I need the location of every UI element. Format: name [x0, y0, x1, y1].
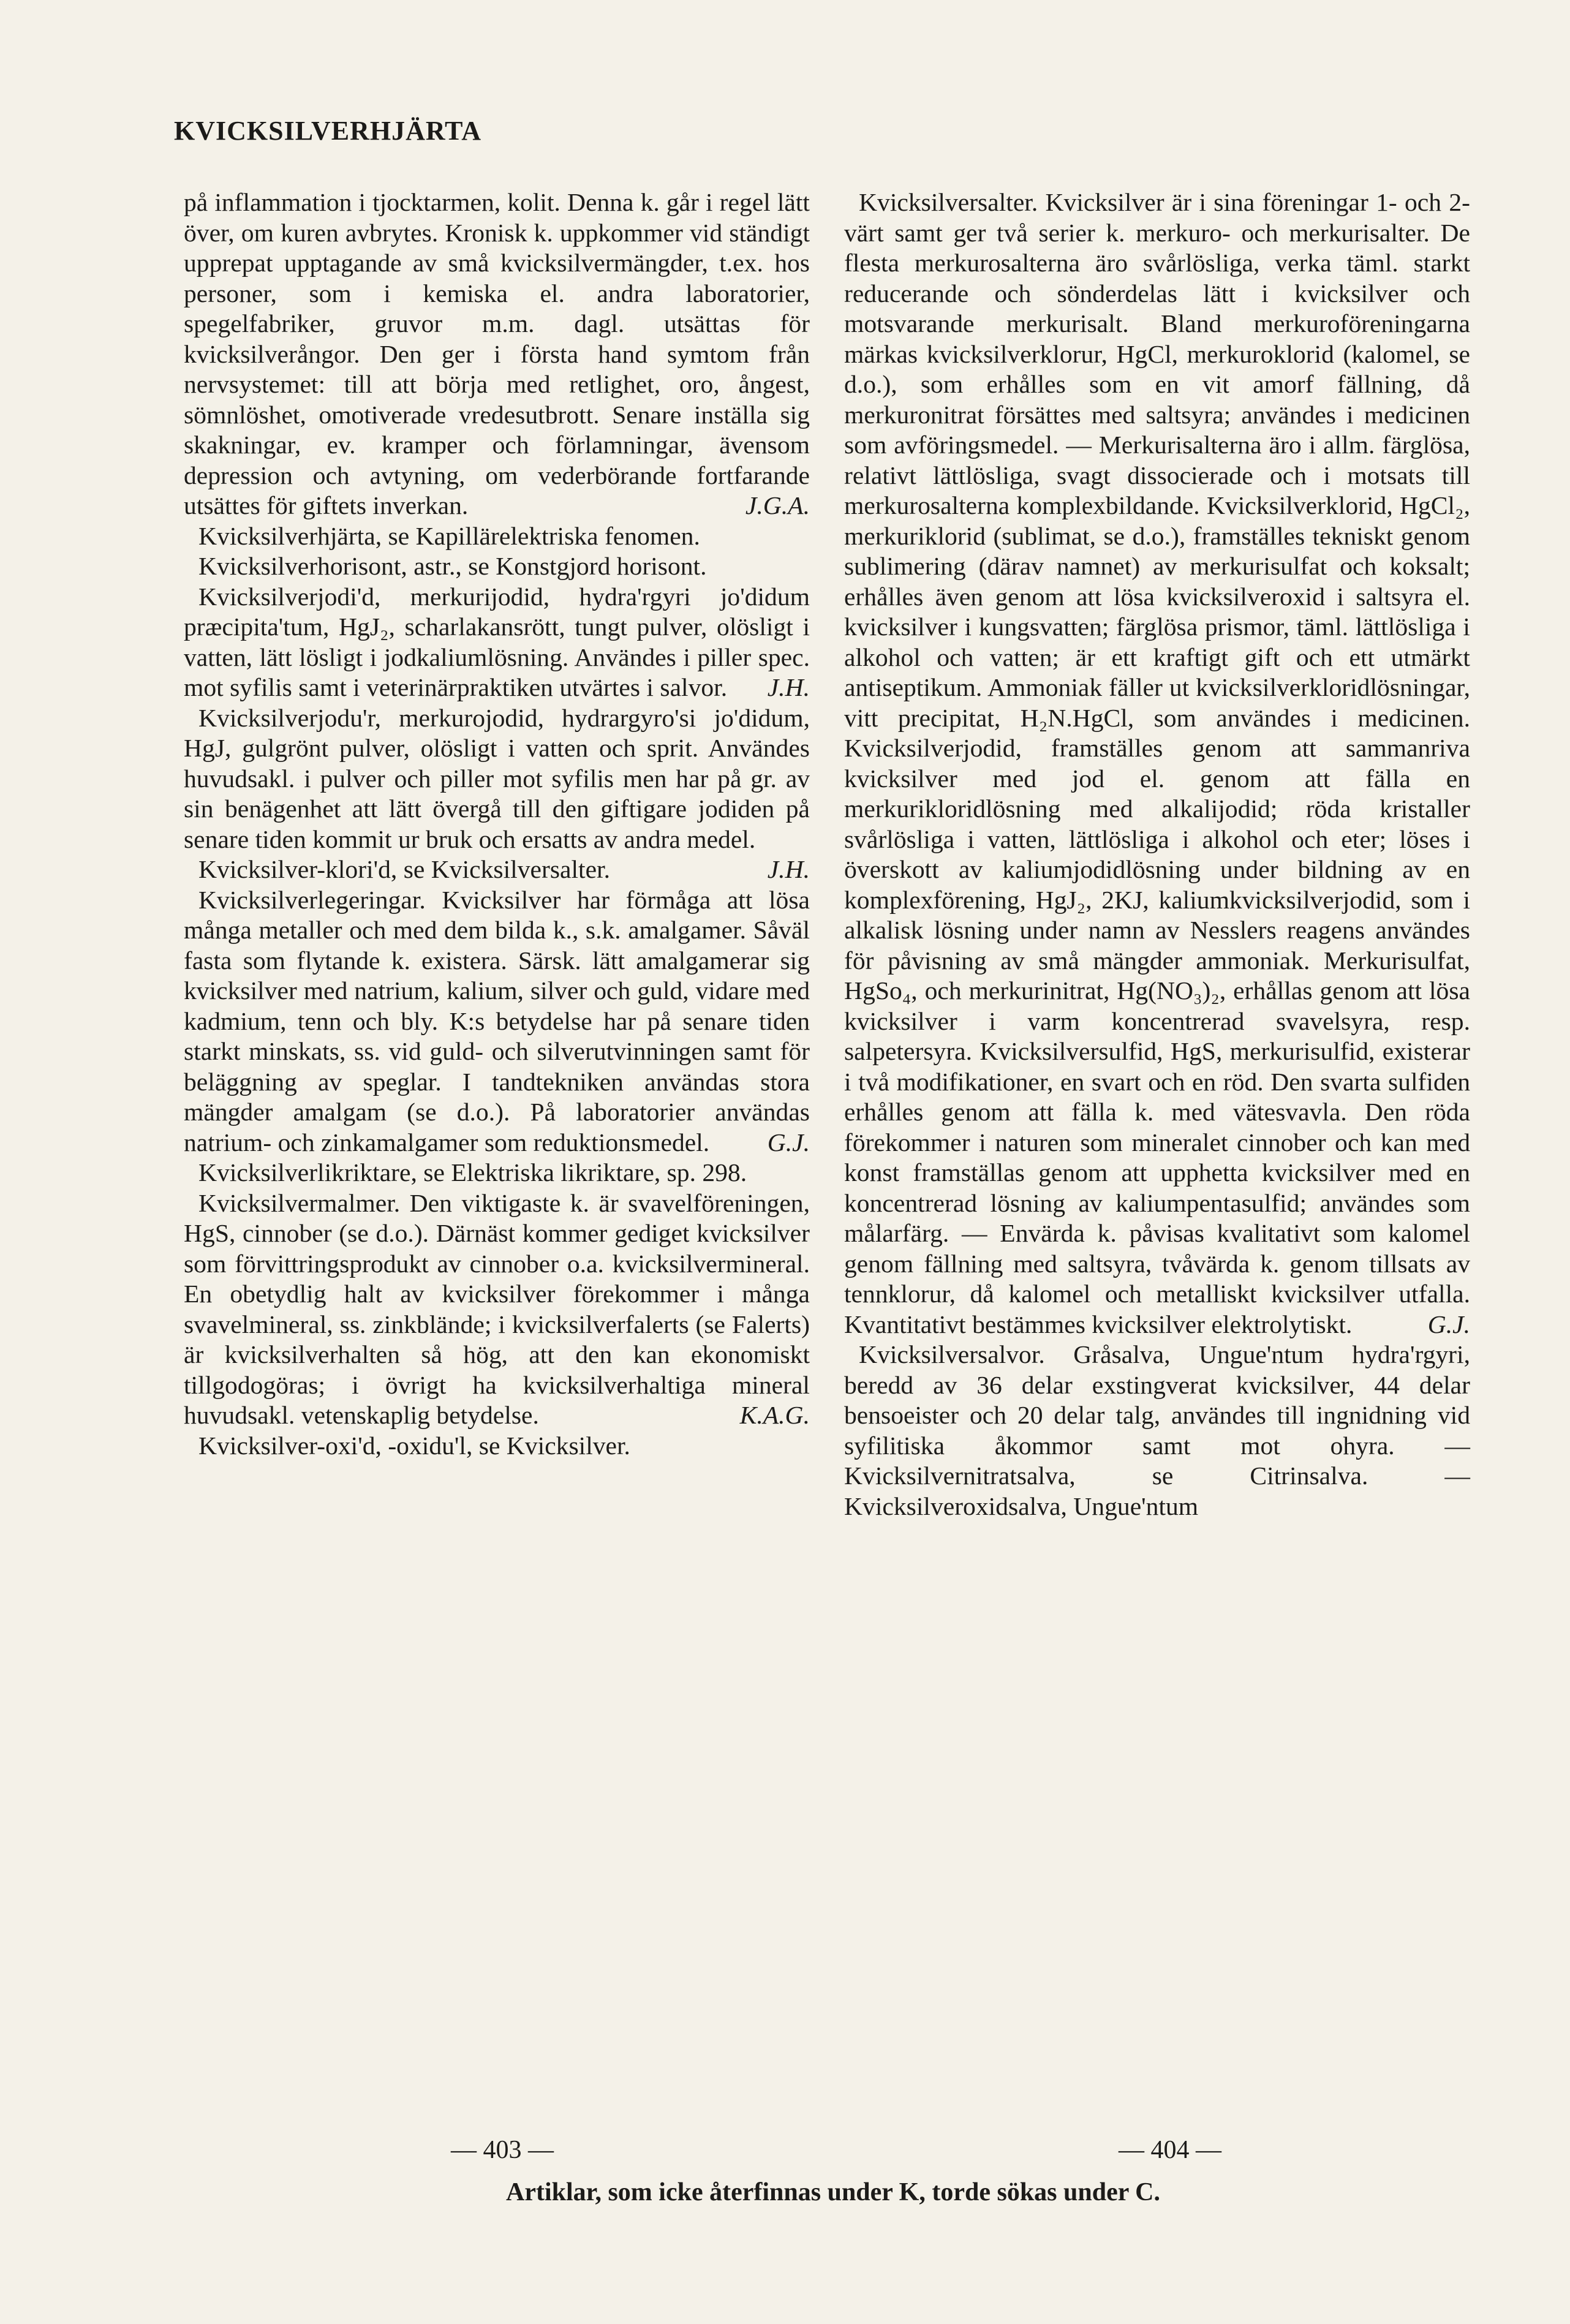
running-header: KVICKSILVERHJÄRTA: [174, 116, 482, 146]
entry-text: Kvicksilver-klori'd, se Kvicksilversalter.: [198, 855, 610, 883]
right-column: [844, 187, 1470, 1522]
article-paragraph: [184, 187, 810, 521]
entry-text: Kvicksilversalter. Kvicksilver är i sina föreningar 1- och 2-värt samt ger två serier k. merkuro- och merkurisalter. De flesta merkurosalterna äro svårlösliga, verka täml. starkt reducerande och sönderdelas lätt i kvicksilver och motsvarande merkurisalt. Bland merkuroföreningarna märkas kvicksilverklorur, HgCl, merkuroklorid (kalomel, se d.o.), som erhålles som en vit amorf fällning, då merkuronitrat försättes med saltsyra; användes i medicinen som avföringsmedel. — Merkurisalterna äro i allm. färglösa, relativt lättlösliga, svagt dissocierade och i motsats till merkurosalterna komplexbildande. Kvicksilverklorid, HgCl₂, merkuriklorid (sublimat, se d.o.), framställes tekniskt genom sublimering (därav namnet) av merkurisulfat och koksalt; erhålles även genom att lösa kvicksilveroxid i saltsyra el. kvicksilver i kungsvatten; färglösa prismor, täml. lättlösliga i alkohol och vatten; är ett kraftigt gift och ett utmärkt antiseptikum. Ammoniak fäller ut kvicksilverkloridlösningar, vitt precipitat, H₂N.HgCl, som användes i medicinen. Kvicksilverjodid, framställes genom att sammanriva kvicksilver med jod el. genom att fälla en merkurikloridlösning med alkalijodid; röda kristaller svårlösliga i vatten, lättlösliga i alkohol och eter; löses i överskott av kaliumjodidlösning under bildning av en komplexförening, HgJ₂, 2KJ, kaliumkvicksilverjodid, som i alkalisk lösning under namn av Nesslers reagens användes för påvisning av små mängder ammoniak. Merkurisulfat, HgSo₄, och merkurinitrat, Hg(NO₃)₂, erhållas genom att lösa kvicksilver i varm koncentrerad svavelsyra, resp. salpetersyra. Kvicksilversulfid, HgS, merkurisulfid, existerar i två modifikationer, en svart och en röd. Den svarta sulfiden erhålles genom att fälla k. med vätesvavla. Den röda förekommer i naturen som mineralet cinnober och kan med konst framställas genom att upphetta kvicksilver med en koncentrerad lösning av kaliumpentasulfid; användes som målarfärg. — Envärda k. påvisas kvalitativt som kalomel genom fällning med saltsyra, tvåvärda k. genom tillsats av tennklorur, då kalomel och metalliskt kvicksilver utfalla. Kvantitativt bestämmes kvicksilver elektrolytiskt.: [844, 188, 1470, 1338]
author-signature: J.H.: [767, 855, 810, 883]
article-entry: [844, 1340, 1470, 1522]
article-entry: [844, 187, 1470, 1340]
entry-text: Kvicksilverjodu'r, merkurojodid, hydrargyro'si jo'didum, HgJ, gulgrönt pulver, olösligt i vatten och sprit. Användes huvudsakl. i pulver och piller mot syfilis men har på gr. av sin benägenhet att lätt övergå till den giftigare jodiden på senare tiden kommit ur bruk och ersatts av andra medel.: [184, 703, 810, 853]
entry-text: Kvicksilverjodi'd, merkurijodid, hydra'rgyri jo'didum præcipita'tum, HgJ₂, scharlakansrött, tungt pulver, olösligt i vatten, lätt lösligt i jodkaliumlösning. Användes i piller spec. mot syfilis samt i veterinärpraktiken utvärtes i salvor.: [184, 582, 810, 701]
article-entry: [184, 521, 810, 552]
article-entry: [184, 551, 810, 582]
entry-text: Kvicksilverhorisont, astr., se Konstgjord horisont.: [198, 552, 707, 580]
paragraph-text: på inflammation i tjocktarmen, kolit. Denna k. går i regel lätt över, om kuren avbrytes. Kronisk k. uppkommer vid ständigt upprepat upptagande av små kvicksilvermängder, t.ex. hos personer, som i kemiska el. andra laboratorier, spegelfabriker, gruvor m.m. dagl. utsättas för kvicksilverångor. Den ger i första hand symtom från nervsystemet: till att börja med retlighet, oro, ångest, sömnlöshet, omotiverade vredesutbrott. Senare inställa sig skakningar, ev. kramper och förlamningar, ävensom depression och avtyning, om vederbörande fortfarande utsättes för giftets inverkan.: [184, 188, 810, 519]
article-entry: [184, 582, 810, 703]
author-signature: J.G.A.: [745, 491, 810, 519]
article-entry: [184, 1431, 810, 1462]
author-signature: G.J.: [767, 1128, 810, 1156]
author-signature: J.H.: [767, 673, 810, 701]
entry-text: Kvicksilver-oxi'd, -oxidu'l, se Kvicksilver.: [198, 1431, 630, 1460]
entry-text: Kvicksilvermalmer. Den viktigaste k. är svavelföreningen, HgS, cinnober (se d.o.). Därnäst kommer gediget kvicksilver som förvittringsprodukt av cinnober o.a. kvicksilvermineral. En obetydlig halt av kvicksilver förekommer i många svavelmineral, ss. zinkblände; i kvicksilverfalerts (se Falerts) är kvicksilverhalten så hög, att den kan ekonomiskt tillgodogöras; i övrigt ha kvicksilverhaltiga mineral huvudsakl. vetenskaplig betydelse.: [184, 1188, 810, 1429]
author-signature: K.A.G.: [739, 1401, 810, 1429]
entry-text: Kvicksilverhjärta, se Kapillärelektriska fenomen.: [198, 521, 700, 550]
article-entry: [184, 855, 810, 885]
entry-text: Kvicksilverlegeringar. Kvicksilver har förmåga att lösa många metaller och med dem bilda k., s.k. amalgamer. Såväl fasta som flytande k. existera. Särsk. lätt amalgamerar sig kvicksilver med natrium, kalium, silver och guld, vidare med kadmium, tenn och bly. K:s betydelse har på senare tiden starkt minskats, ss. vid guld- och silverutvinningen samt för beläggning av speglar. I tandtekniken användas stora mängder amalgam (se d.o.). På laboratorier användas natrium- och zinkamalgamer som reduktionsmedel.: [184, 885, 810, 1156]
article-entry: [184, 1158, 810, 1188]
author-signature: G.J.: [1427, 1310, 1470, 1338]
article-entry: [184, 885, 810, 1158]
left-column: [184, 187, 810, 1461]
entry-text: Kvicksilverlikriktare, se Elektriska likriktare, sp. 298.: [198, 1158, 747, 1187]
entry-text: Kvicksilversalvor. Gråsalva, Ungue'ntum hydra'rgyri, beredd av 36 delar exstingverat kvicksilver, 44 delar bensoeister och 20 delar talg, användes till ingnidning vid syfilitiska åkommor samt mot ohyra. — Kvicksilvernitratsalva, se Citrinsalva. — Kvicksilveroxidsalva, Ungue'ntum: [844, 1340, 1470, 1520]
page-number-right: — 404 —: [1119, 2136, 1221, 2164]
page-number-left: — 403 —: [451, 2136, 554, 2164]
article-entry: [184, 1188, 810, 1431]
footer-note: Artiklar, som icke återfinnas under K, torde sökas under C.: [506, 2178, 1160, 2206]
